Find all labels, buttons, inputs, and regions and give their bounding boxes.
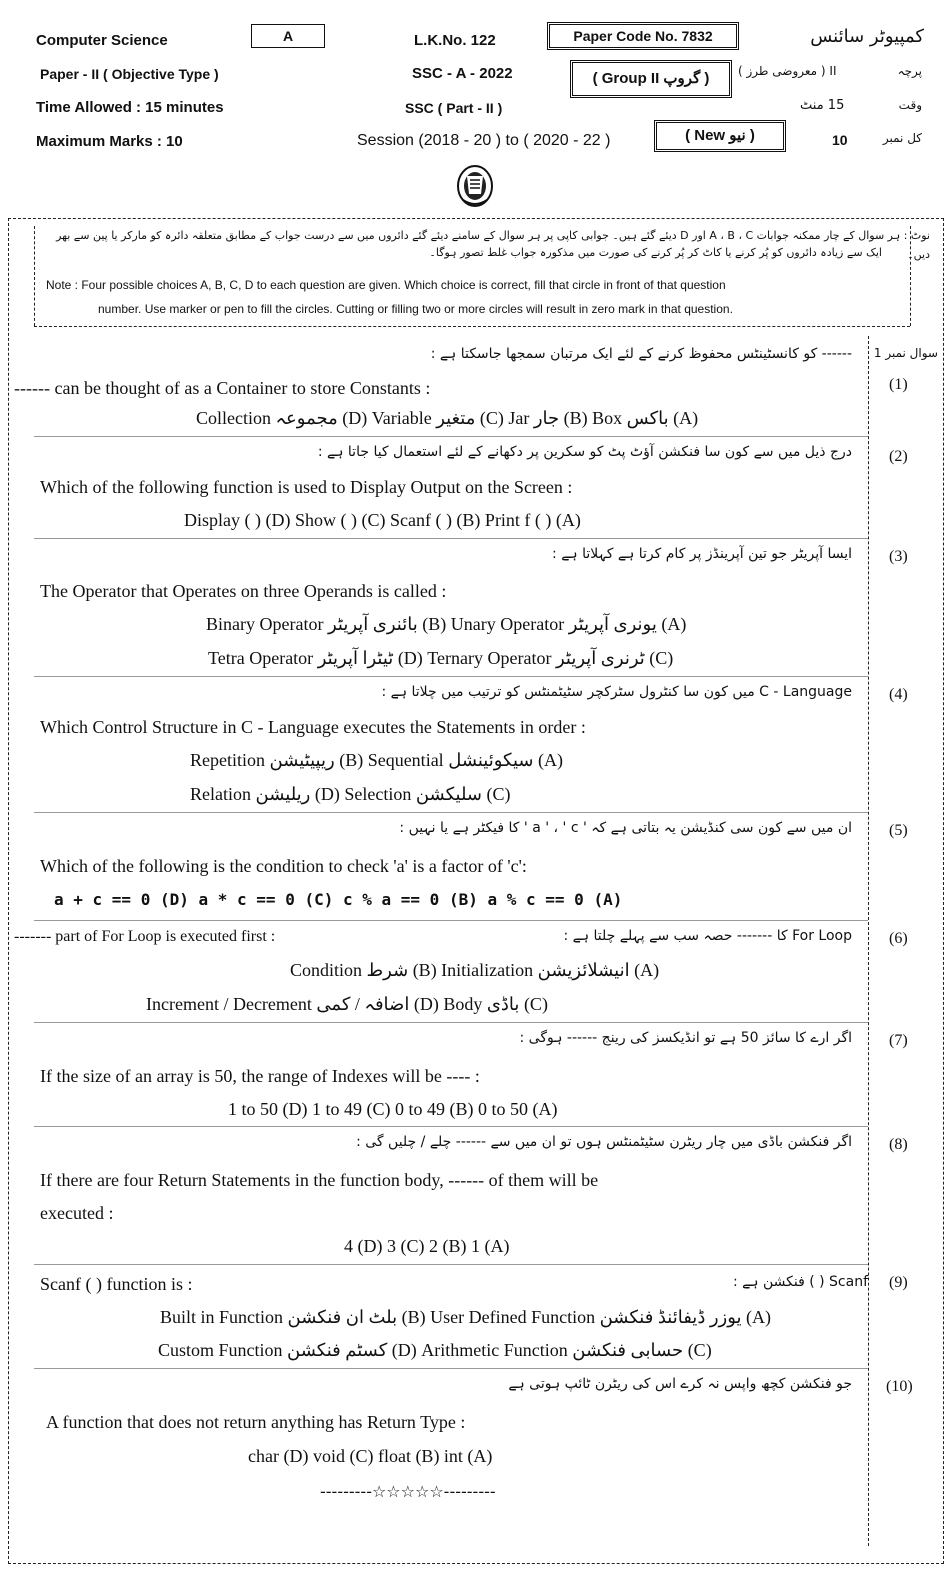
q7-separator	[34, 1126, 868, 1127]
q7-urdu: اگر ارے کا سائز 50 ہے تو انڈیکسز کی رینج ------ ہوگی :	[519, 1030, 852, 1046]
q9-option-line1: Built in Function بلٹ ان فنکشن (B) User Defined Function یوزر ڈیفائنڈ فنکشن (A)	[160, 1307, 772, 1327]
q3-option-line1: Binary Operator بائنری آپریٹر (B) Unary Operator یونری آپریٹر (A)	[206, 614, 687, 634]
time-allowed-english: Time Allowed : 15 minutes	[36, 99, 224, 116]
q4-number: (4)	[889, 686, 908, 703]
q1-separator	[34, 436, 868, 437]
q9-urdu: Scanf ( ) فنکشن ہے :	[732, 1274, 868, 1290]
note-urdu-label: نوٹ :	[903, 229, 930, 242]
board-seal-icon	[455, 164, 495, 212]
q5-number: (5)	[889, 822, 908, 839]
q8-option-line1: 4 (D) 3 (C) 2 (B) 1 (A)	[344, 1236, 510, 1256]
q8-english-cont: executed :	[40, 1203, 114, 1223]
paper-label-urdu: پرچہ	[897, 64, 922, 78]
section-label: سوال نمبر 1	[873, 346, 938, 360]
q7-option-line1: 1 to 50 (D) 1 to 49 (C) 0 to 49 (B) 0 to 50 (A)	[228, 1099, 558, 1119]
paper-type-urdu: II ( معروضی طرز )	[738, 64, 837, 78]
q4-option-line1: Repetition ریپیٹیشن (B) Sequential سیکوئینشل (A)	[190, 750, 564, 770]
q5-urdu: ان میں سے کون سی کنڈیشن یہ بتاتی ہے کہ ' a ' ، ' c ' کا فیکٹر ہے یا نہیں :	[399, 820, 852, 836]
q5-option-line1: a + c == 0 (D) a * c == 0 (C) c % a == 0 (B) a % c == 0 (A)	[54, 890, 623, 909]
q3-option-line2: Tetra Operator ٹیٹرا آپریٹر (D) Ternary Operator ٹرنری آپریٹر (C)	[208, 648, 674, 668]
q1-option-line1: Collection مجموعہ (D) Variable متغیر (C) Jar جار (B) Box باکس (A)	[196, 408, 699, 428]
q10-english: A function that does not return anything has Return Type :	[46, 1412, 466, 1432]
marks-urdu-value: 10	[832, 132, 848, 148]
q1-urdu: ------ کو کانسٹینٹس محفوظ کرنے کے لئے ایک مرتبان سمجھا جاسکتا ہے :	[430, 346, 852, 362]
group-box: ( Group II گروپ )	[570, 60, 732, 98]
note-english-line2: number. Use marker or pen to fill the circles. Cutting or filling two or more circles will result in zero mark in that question.	[98, 302, 733, 316]
q2-number: (2)	[889, 448, 908, 465]
q6-urdu: For Loop کا ------- حصہ سب سے پہلے چلتا ہے :	[563, 928, 852, 944]
q9-english: Scanf ( ) function is :	[40, 1274, 193, 1294]
q6-english: ------- part of For Loop is executed first :	[14, 928, 276, 945]
footer-stars: ---------☆☆☆☆☆---------	[320, 1482, 496, 1501]
q6-number: (6)	[889, 930, 908, 947]
border-top	[8, 218, 944, 219]
marks-label-urdu: کل نمبر	[882, 131, 922, 145]
border-bottom	[8, 1563, 944, 1564]
q2-option-line1: Display ( ) (D) Show ( ) (C) Scanf ( ) (B) Print f ( ) (A)	[184, 510, 581, 530]
paper-type-english: Paper - II ( Objective Type )	[40, 66, 219, 82]
q3-number: (3)	[889, 548, 908, 565]
border-right	[943, 218, 944, 1564]
q2-english: Which of the following function is used to Display Output on the Screen :	[40, 477, 573, 497]
q4-urdu: C - Language میں کون سا کنٹرول سٹرکچر سٹیٹمنٹس کو ترتیب میں چلاتا ہے :	[381, 684, 852, 700]
subject-english: Computer Science	[36, 32, 168, 49]
lk-number: L.K.No. 122	[414, 32, 496, 49]
border-left	[8, 218, 9, 1564]
note-urdu-line2: ایک سے زیادہ دائروں کو پُر کرنے یا کاٹ کر پُر کرنے کی صورت میں مذکورہ جواب غلط تصور ہوگا۔	[429, 246, 882, 259]
q7-number: (7)	[889, 1032, 908, 1049]
q9-separator	[34, 1368, 868, 1369]
q7-english: If the size of an array is 50, the range of Indexes will be ---- :	[40, 1066, 480, 1086]
set-code-box: A	[251, 24, 325, 48]
q5-separator	[34, 920, 868, 921]
q6-separator	[34, 1022, 868, 1023]
q3-separator	[34, 676, 868, 677]
q5-english: Which of the following is the condition to check 'a' is a factor of 'c':	[40, 856, 527, 876]
q10-number: (10)	[886, 1378, 913, 1395]
new-badge: ( New نیو )	[654, 120, 786, 152]
session: Session (2018 - 20 ) to ( 2020 - 22 )	[357, 132, 611, 149]
q4-separator	[34, 812, 868, 813]
q1-number: (1)	[889, 376, 908, 393]
q3-english: The Operator that Operates on three Operands is called :	[40, 581, 447, 601]
q8-separator	[34, 1264, 868, 1265]
subject-urdu: کمپیوٹر سائنس	[810, 26, 924, 47]
maximum-marks-english: Maximum Marks : 10	[36, 133, 183, 150]
q6-option-line1: Condition شرط (B) Initialization انیشلائزیشن (A)	[290, 960, 660, 980]
notes-box-left	[34, 226, 35, 326]
time-label-urdu: وقت	[898, 98, 922, 112]
time-urdu: 15 منٹ	[800, 98, 845, 113]
note-urdu-text1: ہر سوال کے چار ممکنہ جوابات A ، B ، C اور D دیئے گئے ہیں۔ جوابی کاپی پر ہر سوال کے سامنے دیئے گئے دائروں میں سے درست جواب کے مطابق متعلقہ دائرہ کو مارکر یا پین سے بھر دیں۔	[56, 229, 930, 261]
q8-number: (8)	[889, 1136, 908, 1153]
exam-part: SSC ( Part - II )	[405, 100, 503, 116]
q8-urdu: اگر فنکشن باڈی میں چار ریٹرن سٹیٹمنٹس ہوں تو ان میں سے ------ چلے / چلیں گی :	[356, 1134, 852, 1150]
exam-title: SSC - A - 2022	[412, 65, 513, 82]
paper-code-box: Paper Code No. 7832	[547, 22, 739, 50]
q2-urdu: درج ذیل میں سے کون سا فنکشن آؤٹ پٹ کو سکرین پر دکھانے کے لئے استعمال کیا جاتا ہے :	[317, 444, 852, 460]
notes-box-right	[910, 226, 911, 326]
note-english-line1: Note : Four possible choices A, B, C, D to each question are given. Which choice is correct, fill that circle in front of that question	[46, 278, 726, 292]
q9-option-line2: Custom Function کسٹم فنکشن (D) Arithmetic Function حسابی فنکشن (C)	[158, 1340, 712, 1360]
q10-option-line1: char (D) void (C) float (B) int (A)	[248, 1446, 493, 1466]
q9-number: (9)	[889, 1274, 908, 1291]
q4-english: Which Control Structure in C - Language executes the Statements in order :	[40, 717, 586, 737]
q4-option-line2: Relation ریلیشن (D) Selection سلیکشن (C)	[190, 784, 511, 804]
notes-divider	[34, 326, 910, 327]
q1-english: ------ can be thought of as a Container to store Constants :	[14, 378, 431, 398]
question-number-column	[868, 336, 869, 1546]
q6-option-line2: Increment / Decrement اضافہ / کمی (D) Body باڈی (C)	[146, 994, 548, 1014]
q8-english: If there are four Return Statements in the function body, ------ of them will be	[40, 1170, 599, 1190]
q10-urdu: جو فنکشن کچھ واپس نہ کرے اس کی ریٹرن ٹائپ ہوتی ہے	[508, 1376, 852, 1392]
q2-separator	[34, 538, 868, 539]
q3-urdu: ایسا آپریٹر جو تین آپرینڈز پر کام کرتا ہے کہلاتا ہے :	[552, 546, 852, 562]
